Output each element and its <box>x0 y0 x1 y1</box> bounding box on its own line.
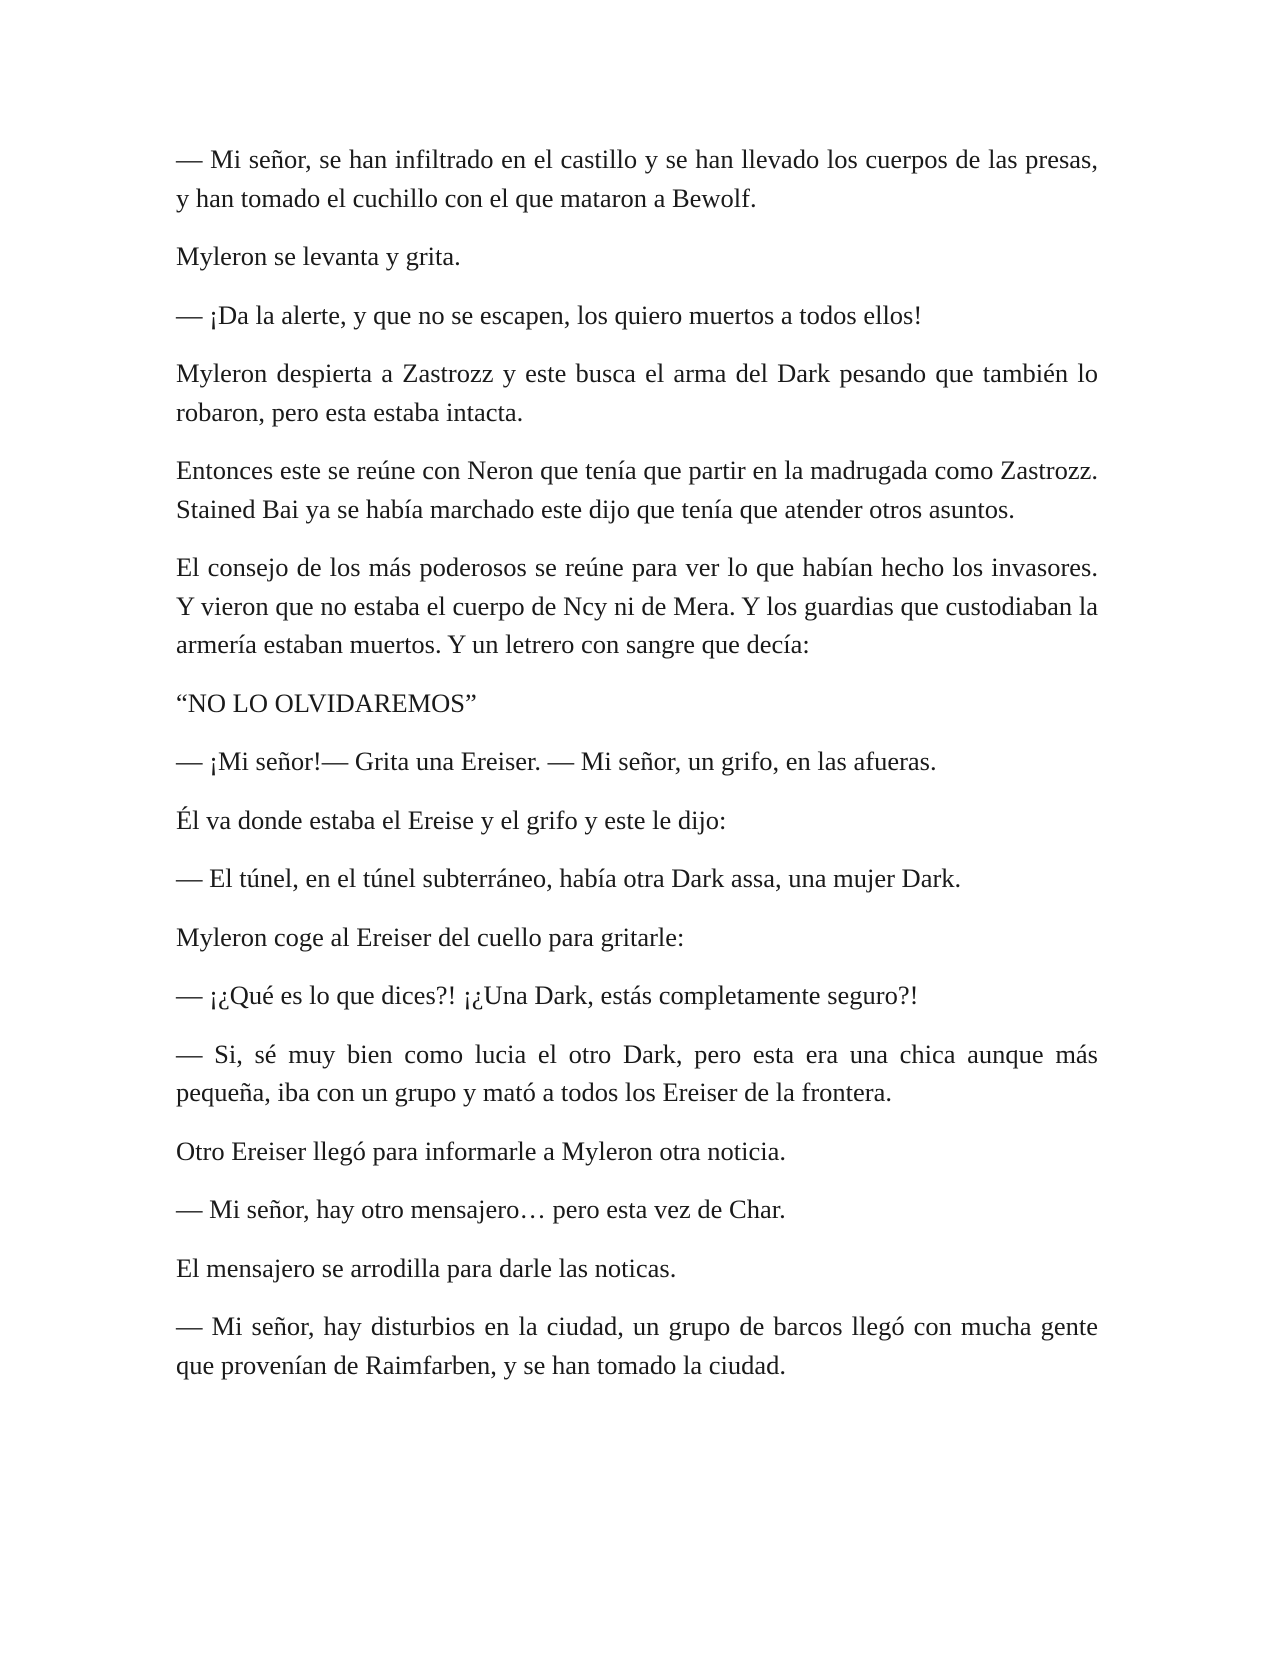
paragraph: — El túnel, en el túnel subterráneo, había otra Dark assa, una mujer Dark. <box>176 863 962 893</box>
paragraph: El mensajero se arrodilla para darle las noticas. <box>176 1252 677 1283</box>
paragraph: Myleron coge al Ereiser del cuello para gritarle: <box>176 921 685 952</box>
paragraph: — ¡¿Qué es lo que dices?! ¡¿Una Dark, estás completamente seguro?! <box>176 980 919 1010</box>
document-page <box>176 140 1098 1404</box>
paragraph: — Si, sé muy bien como lucia el otro Dark, pero esta era una chica aunque más pequeña, iba con un grupo y mató a todos los Ereiser de la frontera. <box>176 1038 1098 1107</box>
paragraph: Myleron se levanta y grita. <box>176 241 461 271</box>
paragraph: — Mi señor, hay disturbios en la ciudad, un grupo de barcos llegó con mucha gente que provenían de Raimfarben, y se han tomado la ciudad. <box>176 1311 1098 1380</box>
paragraph: — Mi señor, se han infiltrado en el castillo y se han llevado los cuerpos de las presas, y han tomado el cuchillo con el que mataron a Bewolf. <box>176 144 1098 213</box>
paragraph: Él va donde estaba el Ereise y el grifo y este le dijo: <box>176 804 727 835</box>
paragraph: “NO LO OLVIDAREMOS” <box>176 687 477 718</box>
paragraph: El consejo de los más poderosos se reúne para ver lo que habían hecho los invasores. Y vieron que no estaba el cuerpo de Ncy ni de Mera. Y los guardias que custodiaban la armería estaban muertos. Y un letrero con sangre que decía: <box>176 552 1098 659</box>
paragraph: — Mi señor, hay otro mensajero… pero esta vez de Char. <box>176 1194 786 1224</box>
paragraph: Myleron despierta a Zastrozz y este busca el arma del Dark pesando que también lo robaron, pero esta estaba intacta. <box>176 358 1098 427</box>
paragraph: — ¡Da la alerte, y que no se escapen, los quiero muertos a todos ellos! <box>176 299 923 330</box>
paragraph: — ¡Mi señor!— Grita una Ereiser. — Mi señor, un grifo, en las afueras. <box>176 746 937 776</box>
paragraph: Entonces este se reúne con Neron que tenía que partir en la madrugada como Zastrozz. Stained Bai ya se había marchado este dijo que tenía que atender otros asuntos. <box>176 455 1098 524</box>
paragraph: Otro Ereiser llegó para informarle a Myleron otra noticia. <box>176 1135 786 1166</box>
